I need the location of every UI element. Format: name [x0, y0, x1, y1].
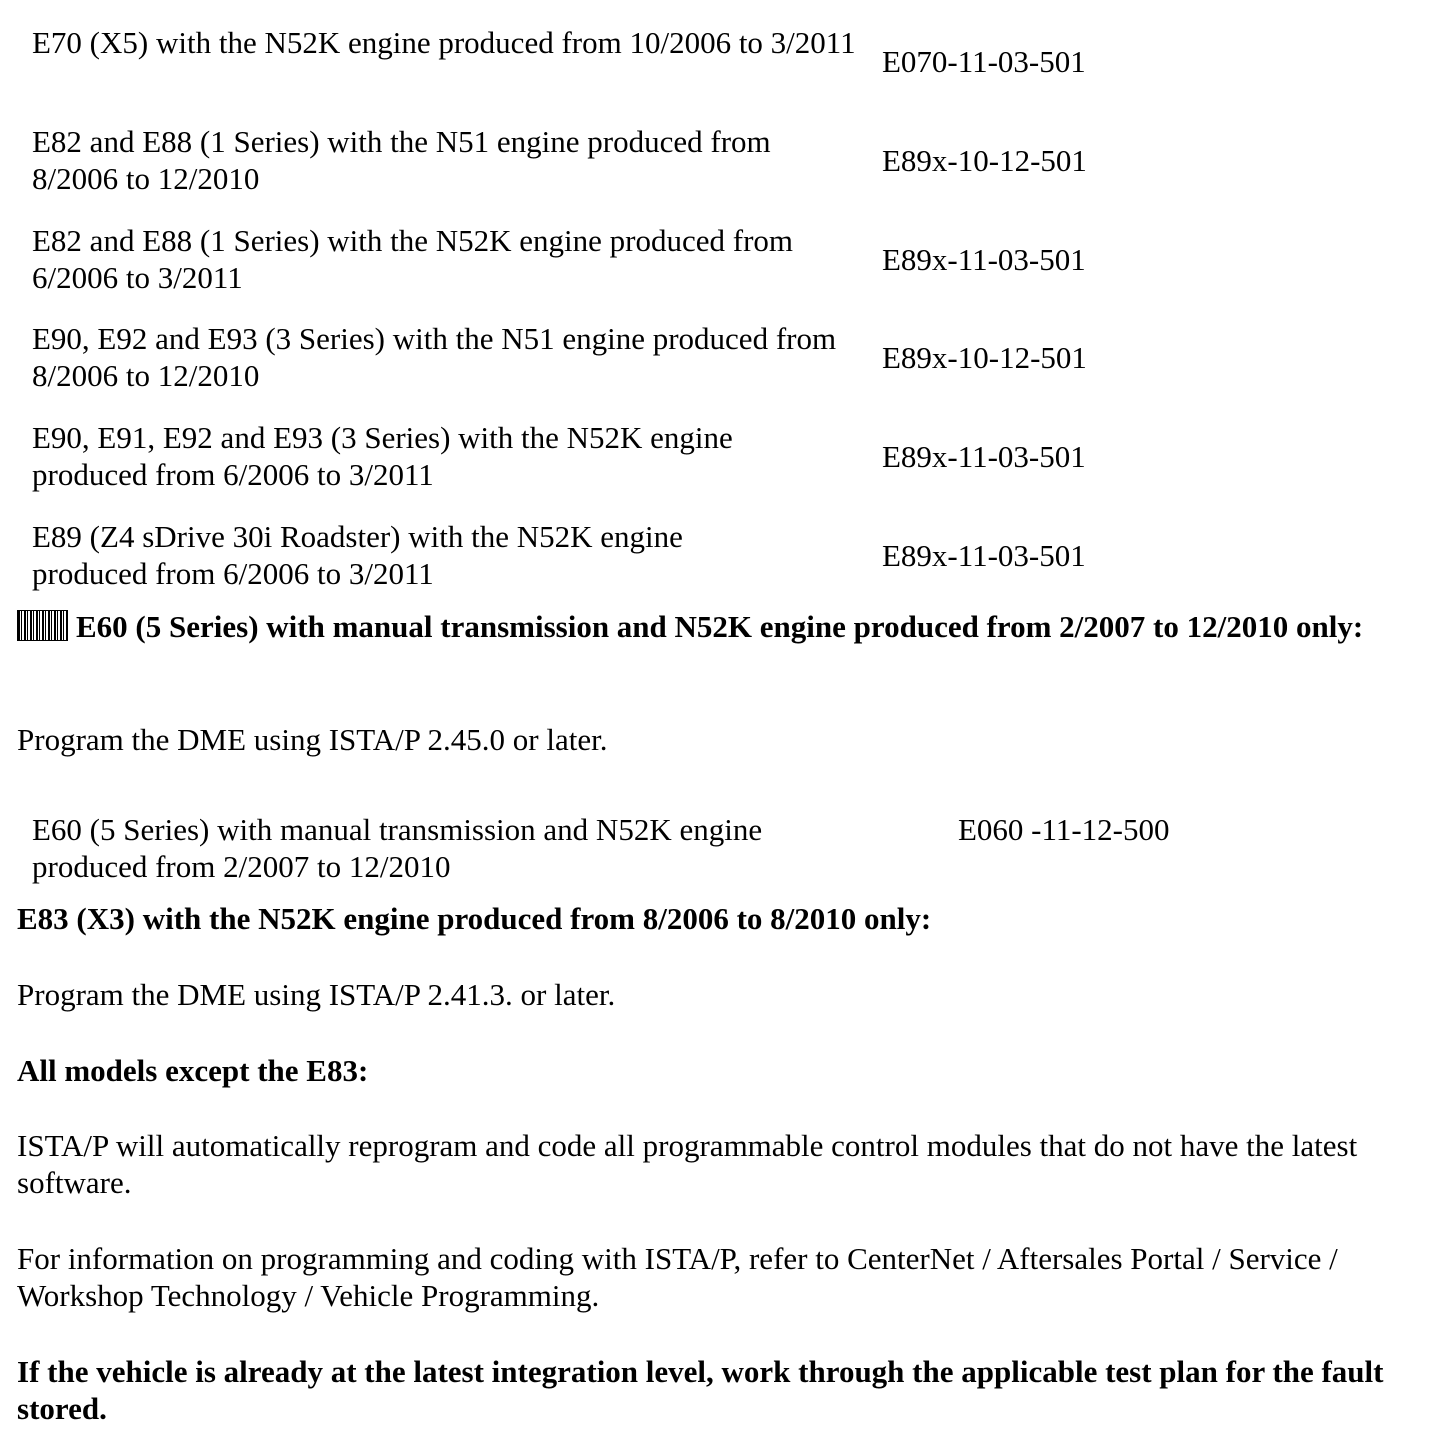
- model-code: E89x-10-12-501: [882, 143, 1087, 178]
- model-description: E90, E92 and E93 (3 Series) with the N51 engine produced from 8/2006 to 12/2010: [32, 321, 837, 393]
- table-row: [32, 518, 1232, 598]
- model-code: E89x-11-03-501: [882, 538, 1086, 573]
- model-description: E89 (Z4 sDrive 30i Roadster) with the N52K engine produced from 6/2006 to 3/2011: [32, 519, 683, 591]
- table-row: [32, 222, 1232, 302]
- table-row: [32, 419, 1232, 499]
- table-row: [32, 811, 1232, 887]
- model-code: E89x-11-03-501: [882, 242, 1086, 277]
- e60-instruction: Program the DME using ISTA/P 2.45.0 or later.: [17, 722, 608, 757]
- all-models-paragraph-2: For information on programming and coding with ISTA/P, refer to CenterNet / Aftersales Portal / Service / Workshop Technology / Vehicle Programming.: [17, 1241, 1338, 1313]
- model-description: E70 (X5) with the N52K engine produced from 10/2006 to 3/2011: [32, 25, 856, 60]
- model-code: E070-11-03-501: [882, 44, 1086, 79]
- model-code: E89x-11-03-501: [882, 439, 1086, 474]
- final-note: If the vehicle is already at the latest integration level, work through the applicable test plan for the fault stored.: [17, 1354, 1384, 1426]
- table-row: [32, 320, 1232, 400]
- table-row: [32, 123, 1232, 203]
- e83-heading: E83 (X3) with the N52K engine produced from 8/2006 to 8/2010 only:: [17, 901, 932, 936]
- model-description: E82 and E88 (1 Series) with the N52K engine produced from 6/2006 to 3/2011: [32, 223, 794, 295]
- e60-heading-text: E60 (5 Series) with manual transmission and N52K engine produced from 2/2007 to 12/2010 only:: [76, 609, 1364, 644]
- model-description: E82 and E88 (1 Series) with the N51 engine produced from 8/2006 to 12/2010: [32, 124, 771, 196]
- barcode-icon: [17, 610, 68, 641]
- model-description: E90, E91, E92 and E93 (3 Series) with the N52K engine produced from 6/2006 to 3/2011: [32, 420, 733, 492]
- all-models-paragraph-1: ISTA/P will automatically reprogram and code all programmable control modules that do not have the latest software.: [17, 1128, 1358, 1200]
- table-row: [32, 24, 1232, 104]
- e83-instruction: Program the DME using ISTA/P 2.41.3. or later.: [17, 977, 616, 1012]
- model-code: E89x-10-12-501: [882, 340, 1087, 375]
- e60-heading: [17, 608, 1437, 645]
- model-code: E060 -11-12-500: [958, 812, 1170, 847]
- all-models-heading: All models except the E83:: [17, 1053, 369, 1088]
- model-description: E60 (5 Series) with manual transmission and N52K engine produced from 2/2007 to 12/2010: [32, 812, 763, 884]
